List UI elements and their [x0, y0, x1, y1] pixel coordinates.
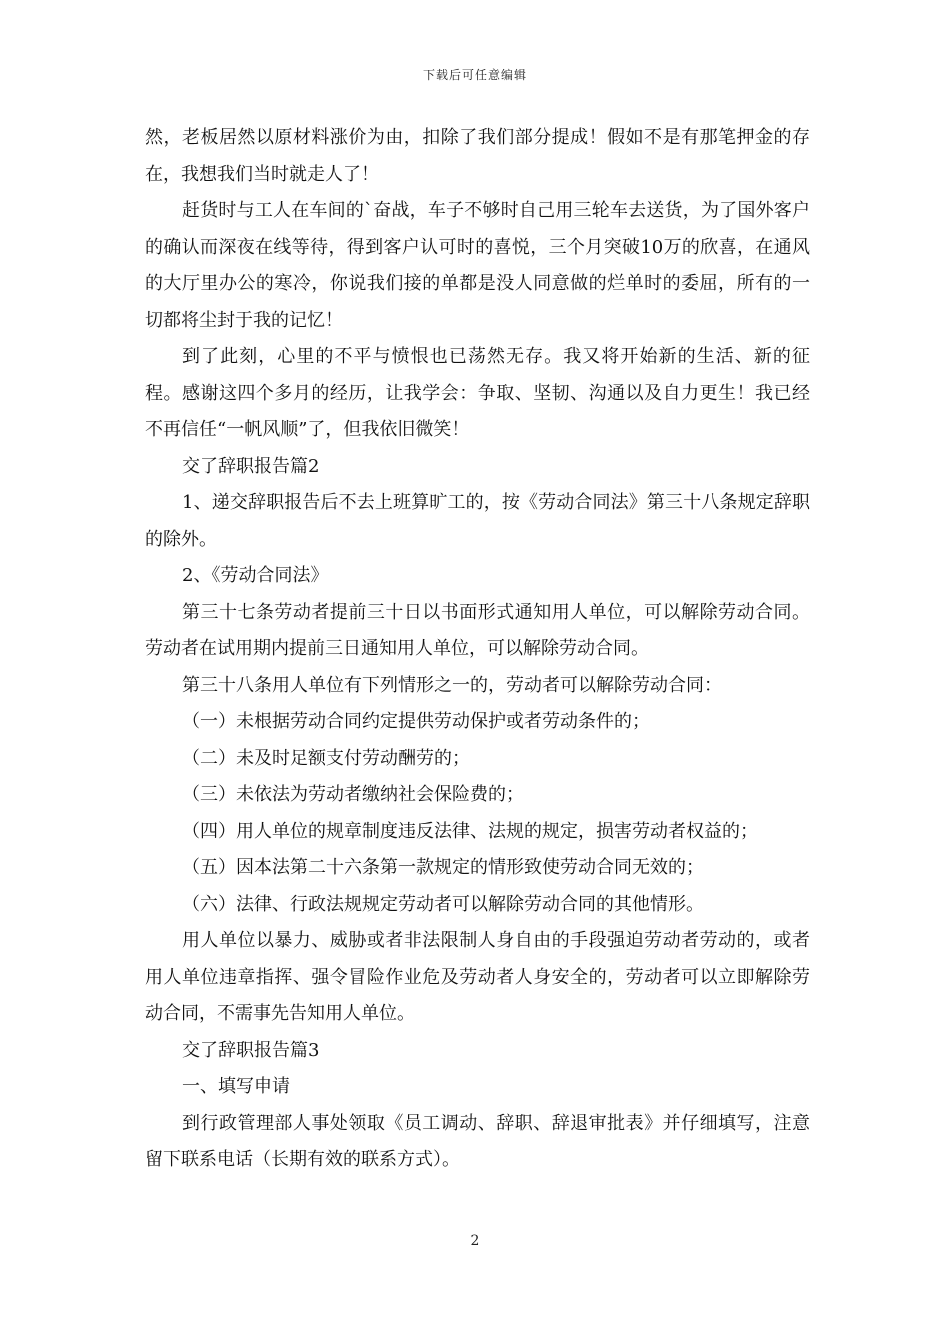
paragraph: （五）因本法第二十六条第一款规定的情形致使劳动合同无效的； — [182, 857, 704, 878]
page-number: 2 — [470, 1233, 480, 1249]
paragraph: （三）未依法为劳动者缴纳社会保险费的； — [182, 784, 524, 805]
paragraph: 2、《劳动合同法》 — [182, 565, 329, 586]
paragraph: （四）用人单位的规章制度违反法律、法规的规定，损害劳动者权益的； — [182, 820, 758, 842]
paragraph: （六）法律、行政法规规定劳动者可以解除劳动合同的其他情形。 — [182, 893, 704, 915]
paragraph: 到行政管理部人事处领取《员工调动、辞职、辞退审批表》并仔细填写，注意留下联系电话（长期有效的联系方式）。 — [145, 1112, 810, 1170]
paragraph: 第三十七条劳动者提前三十日以书面形式通知用人单位，可以解除劳动合同。劳动者在试用期内提前三日通知用人单位，可以解除劳动合同。 — [145, 601, 810, 659]
paragraph: （二）未及时足额支付劳动酬劳的； — [182, 747, 470, 769]
paragraph: 到了此刻，心里的不平与愤恨也已荡然无存。我又将开始新的生活、新的征程。感谢这四个多月的经历，让我学会：争取、坚韧、沟通以及自力更生！我已经不再信任“一帆风顺”了，但我依旧微笑！ — [145, 346, 810, 440]
paragraph: 然，老板居然以原材料涨价为由，扣除了我们部分提成！假如不是有那笔押金的存在，我想我们当时就走人了！ — [145, 127, 810, 185]
paragraph: 1、递交辞职报告后不去上班算旷工的，按《劳动合同法》第三十八条规定辞职的除外。 — [145, 492, 810, 550]
paragraph: （一）未根据劳动合同约定提供劳动保护或者劳动条件的； — [182, 711, 650, 732]
paragraph: 第三十八条用人单位有下列情形之一的，劳动者可以解除劳动合同： — [182, 674, 722, 696]
page-header: 下载后可任意编辑 — [422, 68, 527, 82]
paragraph: 交了辞职报告篇3 — [182, 1039, 320, 1061]
paragraph: 交了辞职报告篇2 — [182, 455, 320, 477]
document-body — [145, 120, 810, 1179]
paragraph: 一、填写申请 — [182, 1076, 290, 1097]
paragraph: 赶货时与工人在车间的`奋战，车子不够时自己用三轮车去送货，为了国外客户的确认而深夜在线等待，得到客户认可时的喜悦，三个月突破10万的欣喜，在通风的大厅里办公的寒冷，你说我们接的单都是没人同意做的烂单时的委屈，所有的一切都将尘封于我的记忆！ — [145, 200, 810, 331]
paragraph: 用人单位以暴力、威胁或者非法限制人身自由的手段强迫劳动者劳动的，或者用人单位违章指挥、强令冒险作业危及劳动者人身安全的，劳动者可以立即解除劳动合同，不需事先告知用人单位。 — [145, 930, 810, 1024]
